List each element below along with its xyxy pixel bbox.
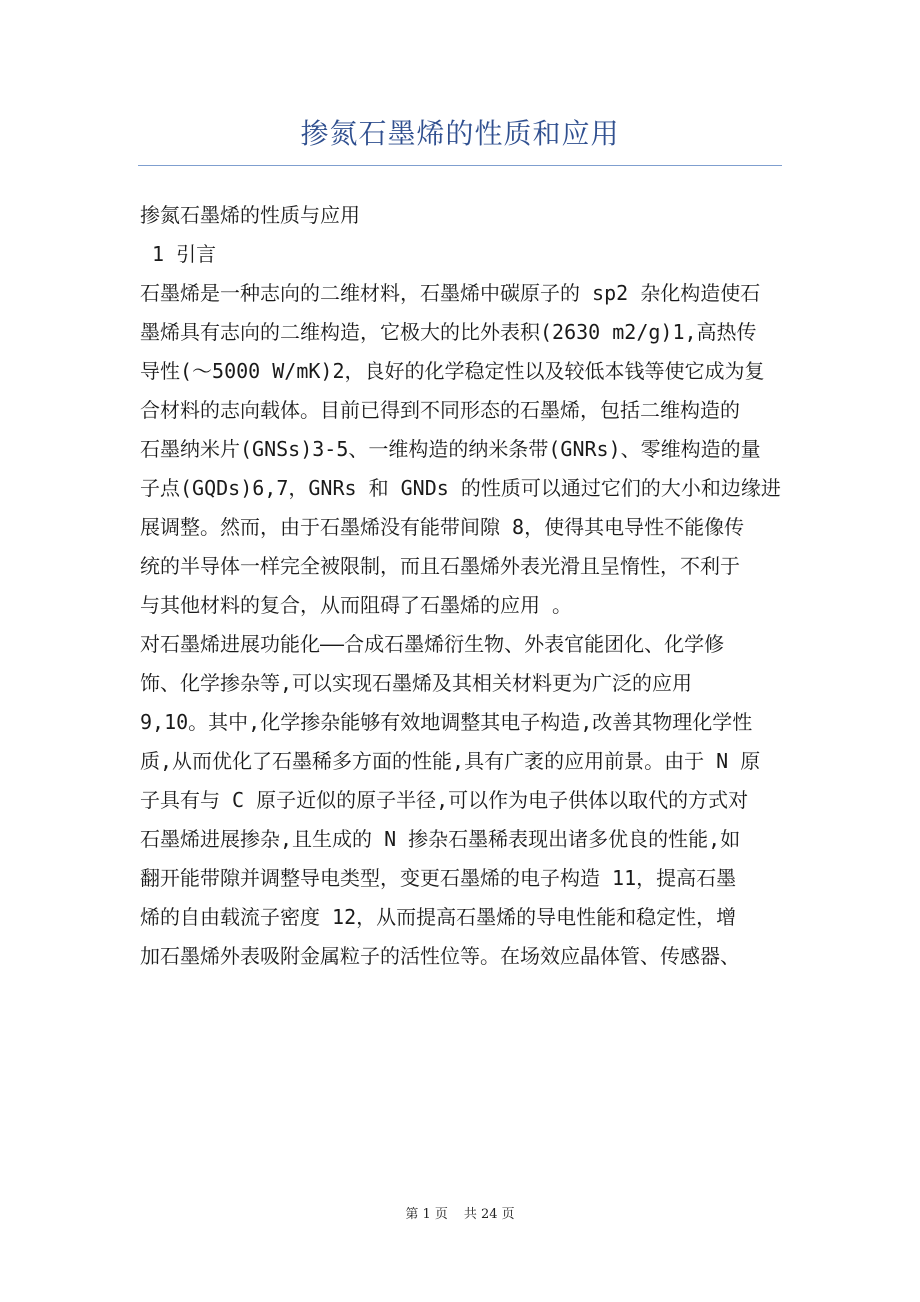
paragraph-line: 与其他材料的复合，从而阻碍了石墨烯的应用 。 — [140, 593, 573, 617]
page-title: 掺氮石墨烯的性质和应用 — [300, 117, 620, 150]
paragraph-line: 石墨烯是一种志向的二维材料，石墨烯中碳原子的 sp2 杂化构造使石 — [140, 281, 761, 305]
paragraph-line: 质,从而优化了石墨稀多方面的性能,具有广袤的应用前景。由于 N 原 — [140, 749, 761, 773]
paragraph-line: 石墨纳米片(GNSs)3-5、一维构造的纳米条带(GNRs)、零维构造的量 — [140, 437, 761, 461]
page-number-current: 第 1 页 — [405, 1207, 448, 1222]
title-underline — [138, 165, 782, 166]
paragraph-line: 翻开能带隙并调整导电类型，变更石墨烯的电子构造 11，提高石墨 — [140, 866, 737, 890]
section-heading-introduction: 1 引言 — [140, 242, 217, 266]
paragraph-line: 加石墨烯外表吸附金属粒子的活性位等。在场效应晶体管、传感器、 — [140, 944, 740, 968]
paragraph-line: 合材料的志向载体。目前已得到不同形态的石墨烯，包括二维构造的 — [140, 398, 740, 422]
paragraph-line: 9,10。其中,化学掺杂能够有效地调整其电子构造,改善其物理化学性 — [140, 710, 753, 734]
paragraph-line: 展调整。然而，由于石墨烯没有能带间隙 8，使得其电导性不能像传 — [140, 515, 745, 539]
paragraph-line: 对石墨烯进展功能化——合成石墨烯衍生物、外表官能团化、化学修 — [140, 632, 725, 656]
paragraph-line: 饰、化学掺杂等,可以实现石墨烯及其相关材料更为广泛的应用 — [140, 671, 693, 695]
document-body — [140, 196, 788, 976]
section-heading: 掺氮石墨烯的性质与应用 — [140, 203, 360, 227]
page-footer — [0, 1206, 920, 1224]
paragraph-line: 子点(GQDs)6,7，GNRs 和 GNDs 的性质可以通过它们的大小和边缘进 — [140, 476, 781, 500]
paragraph-line: 墨烯具有志向的二维构造，它极大的比外表积(2630 m2/g)1,高热传 — [140, 320, 757, 344]
paragraph-line: 子具有与 C 原子近似的原子半径,可以作为电子供体以取代的方式对 — [140, 788, 749, 812]
paragraph-line: 统的半导体一样完全被限制，而且石墨烯外表光滑且呈惰性，不利于 — [140, 554, 740, 578]
paragraph-line: 导性(～5000 W/mK)2，良好的化学稳定性以及较低本钱等使它成为复 — [140, 359, 765, 383]
page-number-total: 共 24 页 — [463, 1207, 515, 1222]
paragraph-line: 烯的自由载流子密度 12，从而提高石墨烯的导电性能和稳定性，增 — [140, 905, 737, 929]
paragraph-line: 石墨烯进展掺杂,且生成的 N 掺杂石墨稀表现出诸多优良的性能,如 — [140, 827, 741, 851]
